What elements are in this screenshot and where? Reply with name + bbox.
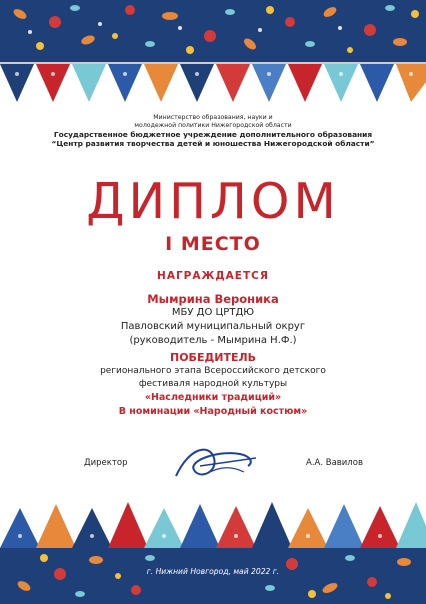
stage-line-1: регионального этапа Всероссийского детского — [100, 366, 326, 376]
awarded-label: НАГРАЖДАЕТСЯ — [157, 270, 269, 282]
pennant-row-bottom — [0, 502, 426, 548]
bottom-pennant-garland — [0, 486, 426, 548]
ministry-line-1: Министерство образования, науки и — [153, 114, 273, 121]
top-floral-band — [0, 0, 426, 62]
top-pennant-garland — [0, 62, 426, 110]
festival-name: «Наследники традиций» — [144, 392, 282, 403]
floral-pattern-top — [0, 0, 426, 62]
supervisor: (руководитель - Мымрина Н.Ф.) — [129, 335, 297, 346]
place-label: I МЕСТО — [165, 233, 261, 255]
pennant-row-top — [0, 64, 426, 102]
recipient-name: Мымрина Вероника — [147, 292, 279, 306]
stage-line-2: фестиваля народной культуры — [138, 379, 288, 389]
district: Павловский муниципальный округ — [120, 321, 306, 332]
ministry-line-2: молодежной политики Нижегородской области — [134, 122, 292, 129]
ministry-block — [40, 114, 386, 130]
signature-role: Директор — [84, 458, 128, 468]
floral-pattern-bottom — [0, 548, 426, 604]
institution-block — [40, 130, 386, 148]
signature-stamp-icon — [170, 436, 260, 488]
nomination: В номинации «Народный костюм» — [118, 406, 308, 417]
winner-label: ПОБЕДИТЕЛЬ — [170, 351, 256, 364]
institution-line-1: Государственное бюджетное учреждение дополнительного образования — [53, 130, 373, 139]
bottom-floral-band — [0, 548, 426, 604]
diploma-title: ДИПЛОМ — [86, 173, 340, 230]
institution-line-2: “Центр развития творчества детей и юношества Нижегородской области” — [51, 139, 375, 148]
organization: МБУ ДО ЦРТДЮ — [171, 307, 255, 318]
place-date: г. Нижний Новгород, май 2022 г. — [146, 567, 280, 576]
signature-name: А.А. Вавилов — [306, 458, 363, 468]
